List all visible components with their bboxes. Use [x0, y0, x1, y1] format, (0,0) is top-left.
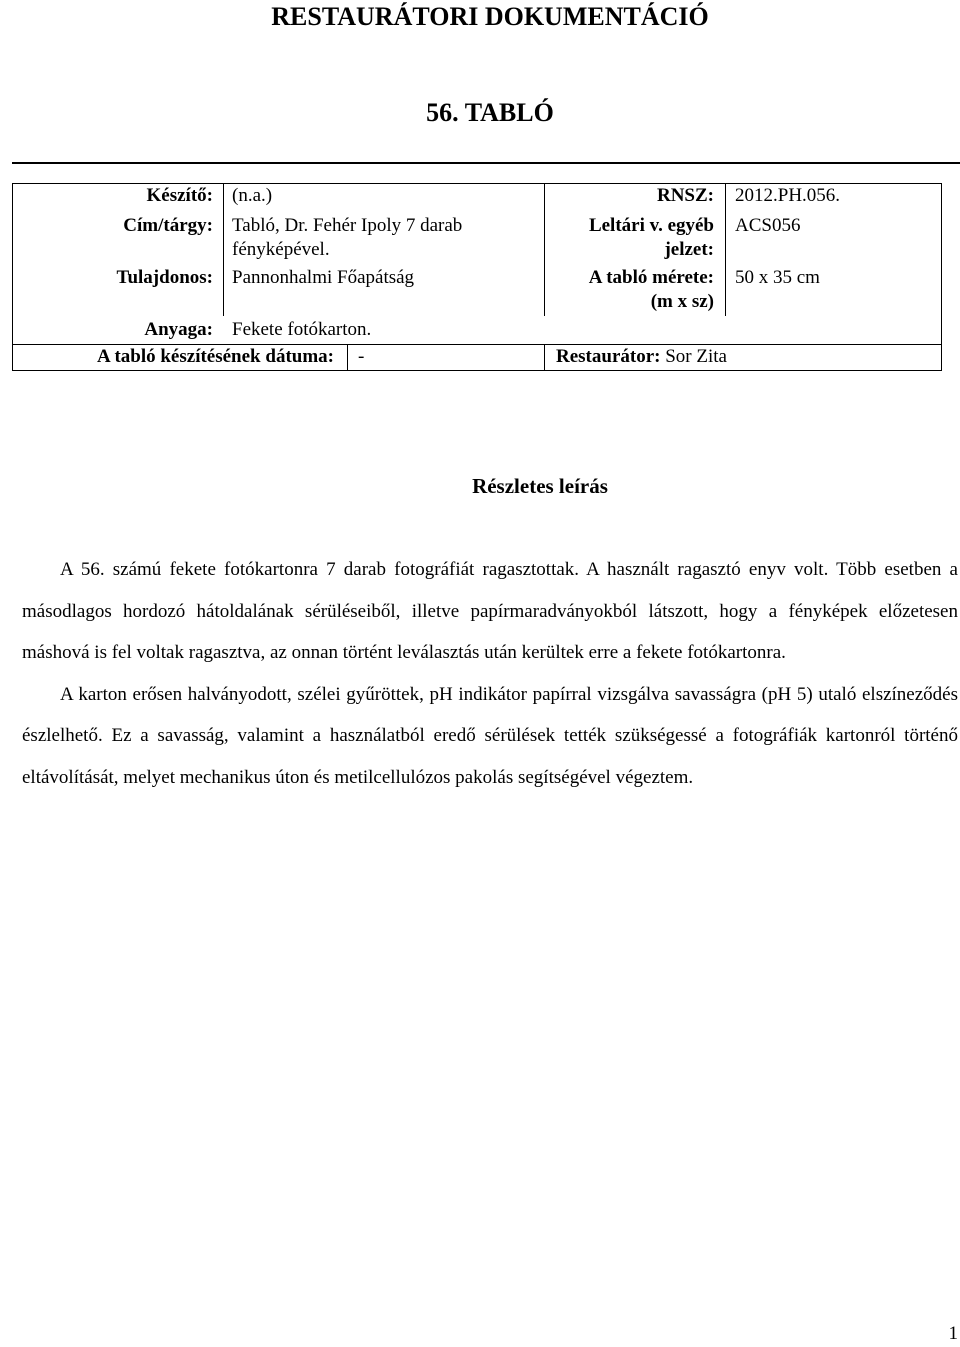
restorer-field [556, 345, 727, 369]
table-line [347, 344, 348, 371]
description-paragraph: A karton erősen halványodott, szélei gyűröttek, pH indikátor papírral vizsgálva savasságra (pH 5) utaló elszíneződés észlelhető. Ez a savasság, valamint a használatból eredő sérülések tették szükségessé a fotográfiák kartonról történő eltávolítását, melyet mechanikus úton és metilcellulózos pakolás segítségével végeztem. [22, 683, 958, 788]
date-label: A tabló készítésének dátuma: [97, 346, 334, 367]
document-subtitle: 56. TABLÓ [426, 98, 554, 127]
rnsz-label: RNSZ: [656, 185, 714, 206]
author-label: Készítő: [146, 185, 213, 206]
owner-value: Pannonhalmi Főapátság [232, 267, 415, 288]
document-title: RESTAURÁTORI DOKUMENTÁCIÓ [271, 2, 709, 31]
size-value: 50 x 35 cm [735, 267, 820, 288]
section-heading: Részletes leírás [472, 474, 608, 498]
table-line [544, 344, 545, 371]
description-body [22, 549, 958, 798]
page-number: 1 [948, 1323, 958, 1344]
table-line [223, 184, 224, 316]
description-paragraph: A 56. számú fekete fotókartonra 7 darab fotográfiát ragasztottak. A használt ragasztó enyv volt. Több esetben a másodlagos hordozó hátoldalának sérüléseiből, illetve papírmaradványokból látszott, hogy a fényképek előzetesen máshová is fel voltak ragasztva, az onnan történt leválasztás után kerültek erre a fekete fotókartonra. [22, 559, 958, 663]
inventory-label-line1: Leltári v. egyéb [588, 215, 714, 236]
table-line [544, 184, 545, 316]
rnsz-value: 2012.PH.056. [735, 185, 841, 206]
size-label-line2: (m x sz) [650, 291, 714, 312]
header-divider [12, 162, 960, 164]
table-line [725, 184, 726, 316]
material-value: Fekete fotókarton. [232, 319, 372, 340]
subject-label: Cím/tárgy: [123, 215, 213, 236]
subject-value-line1: Tabló, Dr. Fehér Ipoly 7 darab [232, 215, 463, 236]
date-value: - [358, 346, 365, 367]
size-label-line1: A tabló mérete: [588, 267, 714, 288]
restorer-label: Restaurátor: [556, 346, 661, 367]
metadata-table [12, 183, 942, 371]
inventory-label-line2: jelzet: [664, 239, 714, 260]
inventory-value: ACS056 [735, 215, 801, 236]
owner-label: Tulajdonos: [116, 267, 213, 288]
restorer-value: Sor Zita [665, 346, 727, 367]
author-value: (n.a.) [232, 185, 273, 206]
subject-value-line2: fényképével. [232, 239, 330, 260]
material-label: Anyaga: [144, 319, 213, 340]
